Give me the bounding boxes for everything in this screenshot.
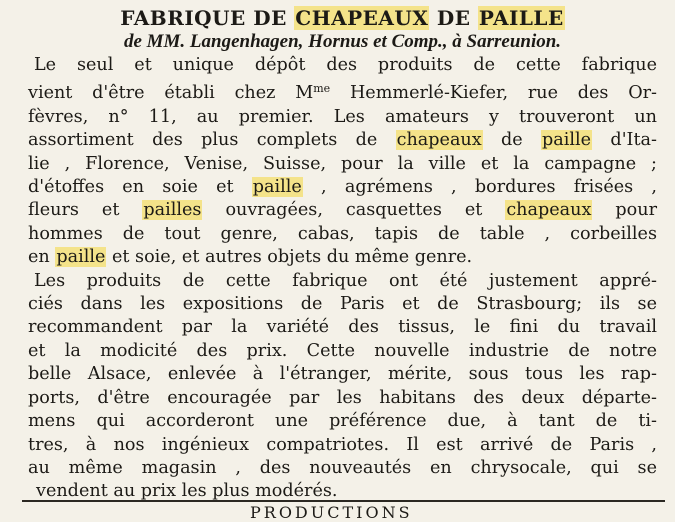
text-line: ciés dans les expositions de Paris et de Strasbourg; ils se xyxy=(28,294,657,315)
title-text: FABRIQUE DE xyxy=(120,6,295,30)
highlighted-keyword: chapeaux xyxy=(506,200,592,221)
highlighted-keyword: pailles xyxy=(143,200,202,221)
section-divider xyxy=(22,500,665,502)
text-line: assortiment des plus complets de chapeaux de paille d'Ita- xyxy=(28,130,657,151)
next-article-heading: PRODUCTIONS xyxy=(250,503,413,522)
text-line: fèvres, n° 11, au premier. Les amateurs y trouveront un xyxy=(28,106,657,127)
text-line: ports, d'être encouragée par les habitans des deux départe- xyxy=(28,387,657,408)
text-line: en paille et soie, et autres objets du même genre. xyxy=(28,247,473,268)
text-line: recommandent par la variété des tissus, le fini du travail xyxy=(28,317,657,338)
text-line: Les produits de cette fabrique ont été justement appré- xyxy=(34,270,657,291)
article-title xyxy=(28,6,657,30)
highlighted-keyword: paille xyxy=(252,177,302,198)
title-text: DE xyxy=(429,6,478,30)
highlighted-keyword: CHAPEAUX xyxy=(295,6,429,30)
text-line: fleurs et pailles ouvragées, casquettes et chapeaux pour xyxy=(28,200,657,221)
text-line: et la modicité des prix. Cette nouvelle industrie de notre xyxy=(28,340,657,361)
paragraph-2 xyxy=(28,270,657,504)
text-line: vendent au prix les plus modérés. xyxy=(36,481,338,502)
paragraph-1 xyxy=(28,54,657,270)
highlighted-keyword: paille xyxy=(542,130,592,151)
text-line: hommes de tout genre, cabas, tapis de table , corbeilles xyxy=(28,223,657,244)
text-line: tres, à nos ingénieux compatriotes. Il est arrivé de Paris , xyxy=(28,434,657,455)
text-line: lie , Florence, Venise, Suisse, pour la ville et la campagne ; xyxy=(28,153,657,174)
text-line: d'étoffes en soie et paille , agrémens , bordures frisées , xyxy=(28,177,657,198)
highlighted-keyword: PAILLE xyxy=(478,6,564,30)
text-line: belle Alsace, enlevée à l'étranger, mérite, sous tous les rap- xyxy=(28,364,657,385)
text-line: au même magasin , des nouveautés en chrysocale, qui se xyxy=(28,457,657,478)
article-subtitle: de MM. Langenhagen, Hornus et Comp., à Sarreunion. xyxy=(123,31,562,52)
text-line: mens qui accorderont une préférence due, à tant de ti- xyxy=(28,411,657,432)
text-line: Le seul et unique dépôt des produits de cette fabrique xyxy=(34,55,657,75)
text-line: vient d'être établi chez $M^{me}$ Hemmerlé-Kiefer, rue des Or- xyxy=(28,82,657,104)
highlighted-keyword: paille xyxy=(56,247,106,268)
highlighted-keyword: chapeaux xyxy=(396,130,482,151)
